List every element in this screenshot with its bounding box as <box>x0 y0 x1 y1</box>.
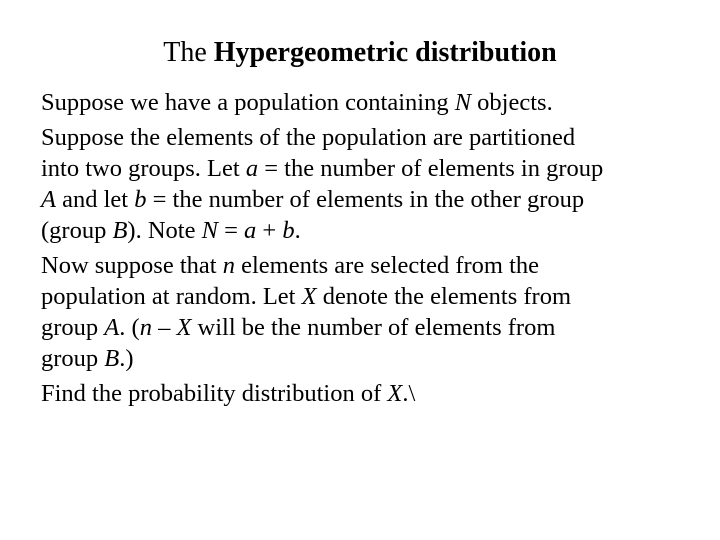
italic-text-run: X <box>301 283 317 310</box>
text-run: objects. <box>471 89 553 116</box>
body-line <box>41 153 701 184</box>
text-run: .) <box>119 345 134 372</box>
body-line <box>41 281 701 312</box>
text-run: Now suppose that <box>41 252 223 279</box>
text-run: into two groups. Let <box>41 155 246 182</box>
text-run: = <box>217 217 245 244</box>
body-paragraph <box>41 122 701 246</box>
text-run: Suppose the elements of the population are partitioned <box>41 124 576 151</box>
italic-text-run: N <box>454 89 472 116</box>
body-line <box>41 250 701 281</box>
text-run: (group <box>41 217 113 244</box>
body-line <box>41 215 701 246</box>
slide-title-bold: Hypergeometric distribution <box>213 37 557 68</box>
italic-text-run: a <box>244 217 257 244</box>
text-run: will be the number of elements from <box>191 314 556 341</box>
text-run: Find the probability distribution of <box>41 380 388 407</box>
body-line <box>41 312 701 343</box>
italic-text-run: n <box>222 252 235 279</box>
slide-title-prefix: The <box>163 37 214 68</box>
text-run: and let <box>55 186 135 213</box>
italic-text-run: X <box>176 314 192 341</box>
text-run: = the number of elements in the other group <box>146 186 585 213</box>
text-run: .\ <box>402 380 416 407</box>
text-run: + <box>256 217 283 244</box>
italic-text-run: B <box>104 345 120 372</box>
body-line <box>41 343 701 374</box>
body-line <box>41 122 701 153</box>
text-run: population at random. Let <box>41 283 302 310</box>
text-run: . ( <box>119 314 140 341</box>
italic-text-run: A <box>41 186 56 213</box>
italic-text-run: b <box>134 186 147 213</box>
body-line <box>41 378 701 409</box>
text-run: group <box>41 345 105 372</box>
italic-text-run: N <box>201 217 218 244</box>
text-run: group <box>41 314 105 341</box>
text-run: – <box>151 314 177 341</box>
slide-body <box>41 87 701 409</box>
slide-title <box>0 35 720 71</box>
text-run: denote the elements from <box>316 283 572 310</box>
body-paragraph <box>41 250 701 374</box>
text-run: . <box>294 217 301 244</box>
text-run: Suppose we have a population containing <box>41 89 455 116</box>
italic-text-run: b <box>282 217 295 244</box>
body-line <box>41 87 701 118</box>
text-run: elements are selected from the <box>234 252 540 279</box>
italic-text-run: a <box>245 155 259 182</box>
text-run: ). Note <box>127 217 202 244</box>
body-paragraph <box>41 378 701 409</box>
text-run: = the number of elements in group <box>258 155 604 182</box>
body-paragraph <box>41 87 701 118</box>
italic-text-run: A <box>104 314 120 341</box>
italic-text-run: B <box>112 217 128 244</box>
italic-text-run: X <box>387 380 403 407</box>
italic-text-run: n <box>139 314 152 341</box>
body-line <box>41 184 701 215</box>
